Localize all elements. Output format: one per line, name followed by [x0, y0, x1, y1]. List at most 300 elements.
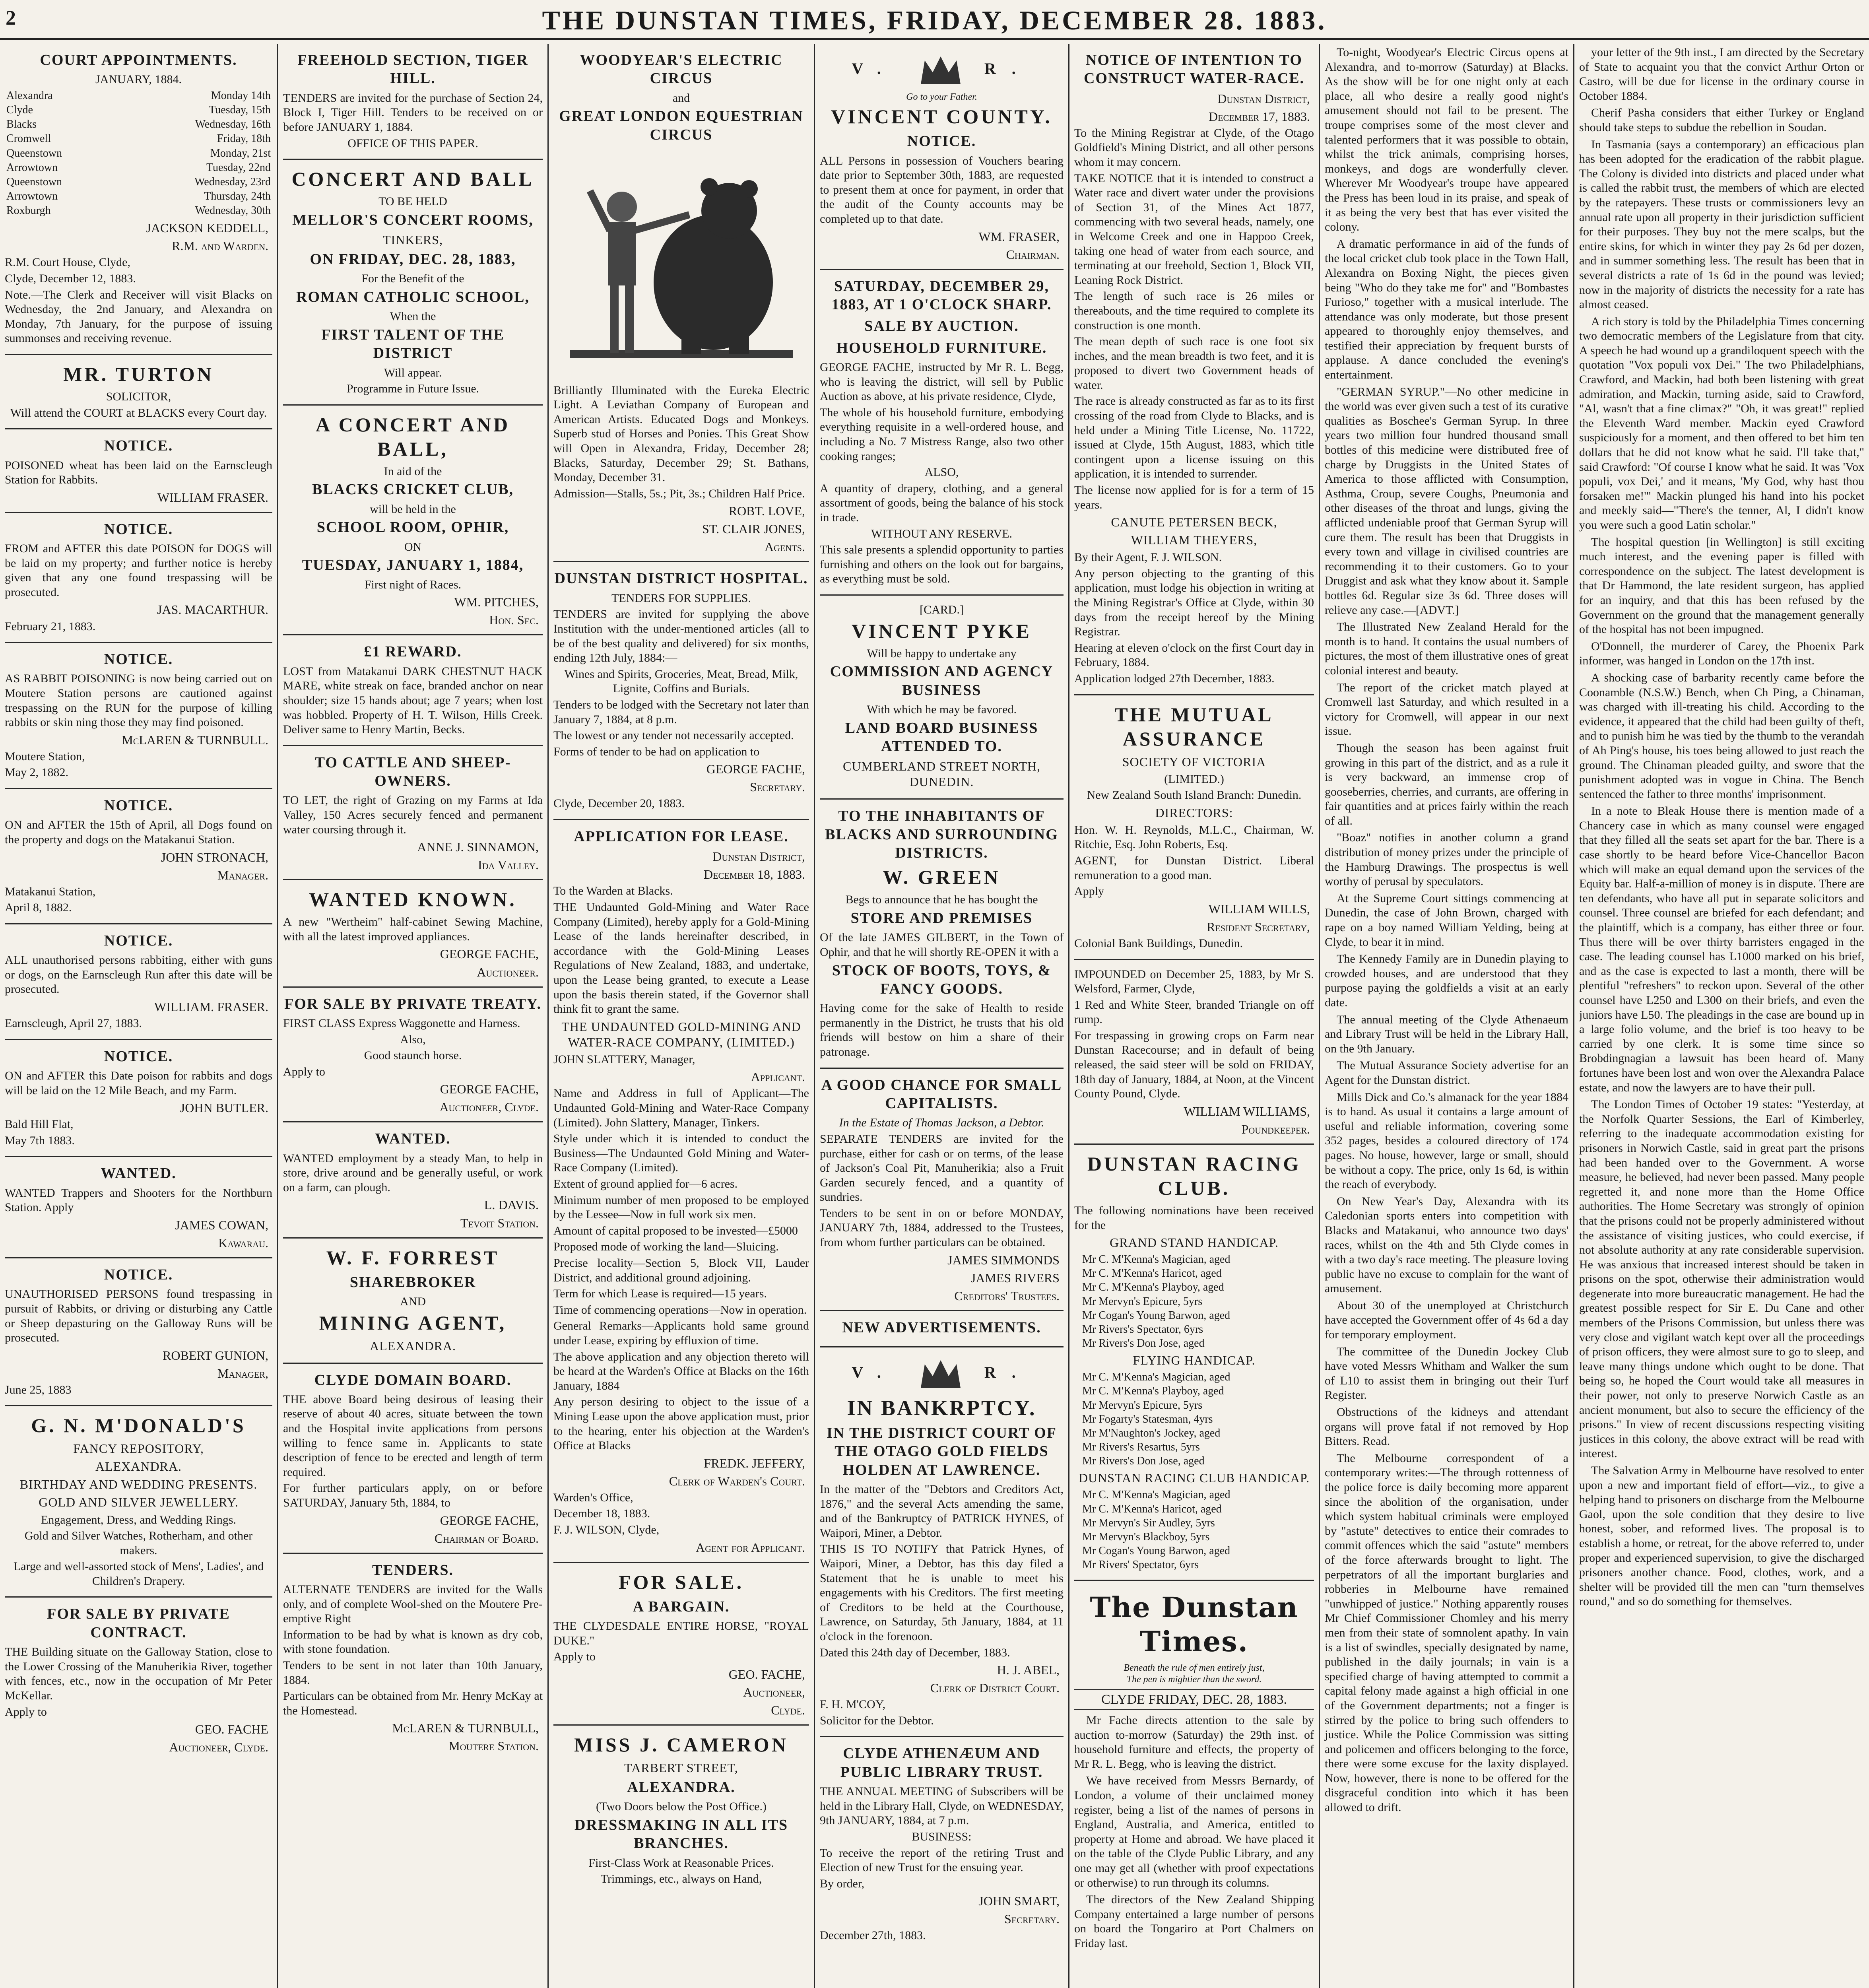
mcdonald-sub: FANCY REPOSITORY, — [73, 1441, 204, 1456]
notice-poison-dogs — [5, 513, 272, 643]
lease-detail: General Remarks—Applicants hold same ground under Lease, expiring by effluxion of time. — [553, 1319, 809, 1347]
capitalists-signature: JAMES SIMMONDS — [947, 1252, 1060, 1267]
racing-entry: Mr Mervyn's Blackboy, 5yrs — [1082, 1530, 1210, 1543]
wanted-signature: L. DAVIS. — [484, 1198, 539, 1212]
lease-detail: Name and Address in full of Applicant—The Undaunted Gold-Mining and Water-Race Company (Limited). John Slattery, Manager, Tinkers. — [553, 1087, 809, 1129]
racing-entry: Mr C. M'Kenna's Haricot, aged — [1082, 1267, 1222, 1280]
wanted-heading: WANTED. — [375, 1130, 451, 1147]
green-name: W. GREEN — [883, 866, 1001, 889]
news-paragraph: The report of the cricket match played at Cromwell last Saturday, and which resulted in a victory for Cromwell, will appear in our next issue. — [1325, 681, 1568, 738]
notice-body: AS RABBIT POISONING is now being carried out on Moutere Station persons are cautioned against trespassing on the RUN for the purpose of killing rabbits or skin ning those they may find poisoned. — [5, 672, 272, 729]
news-paragraph: A shocking case of barbarity recently came before the Coonamble (N.S.W.) Bench, when Ch Ping, a Chinaman, was charged with ill-treating his child. According to the evidence, it appeared that the child had been guilty of theft, and to punish him he was tied by the thumb to the verandah of Ah Ping's house, his toes being allowed to just reach the ground. The Chinaman pleaded guilty, and swore that the punishment adopted was in vogue in China. The Bench sentenced the father to three months' imprisonment. — [1579, 671, 1864, 801]
racing-club-ad — [1074, 1145, 1314, 1581]
cattle-ad — [283, 746, 543, 881]
racing-entry: Mr C. M'Kenna's Magician, aged — [1082, 1253, 1230, 1266]
notice-body: FROM and AFTER this date POISON for DOGS will be laid on my property; and further notice is hereby given that any one found trespassing will be prosecuted. — [5, 542, 272, 599]
private-body: THE Building situate on the Galloway Station, close to the Lower Crossing of the Manuherikia River, together with fences, etc., now in the occupation of Mr Peter McKellar. — [5, 1645, 272, 1702]
for-sale-ad — [553, 1563, 809, 1726]
water-body-4: The race is already constructed as far as to its first crossing of the road from Clyde to Blacks, and is held under a Mining Title License, No. 11722, issued at Clyde, 15th August, 1883, which title contingent upon a license issuing on this application, it is intended to surrender. — [1074, 394, 1314, 481]
court-town: Blacks — [6, 118, 37, 131]
treaty-heading: FOR SALE BY PRIVATE TREATY. — [284, 995, 542, 1012]
circus-role: Agents. — [765, 540, 805, 554]
athenaeum-ad — [820, 1737, 1064, 1951]
green-heading: TO THE INHABITANTS OF BLACKS AND SURROUNDING DISTRICTS. — [825, 808, 1058, 861]
column-1 — [0, 44, 278, 1988]
concert-date: ON FRIDAY, DEC. 28, 1883, — [310, 251, 516, 268]
cricket-heading: A CONCERT AND BALL, — [315, 413, 510, 460]
impounded-ad — [1074, 960, 1314, 1145]
court-row — [5, 146, 272, 161]
lease-detail: Extent of ground applied for—6 acres. — [553, 1177, 738, 1191]
notice-body: ON and AFTER this Date poison for rabbits and dogs will be laid on the 12 Mile Beach, and my Farm. — [5, 1069, 272, 1097]
tenders-signature: McLAREN & TURNBULL, — [392, 1721, 539, 1736]
capitalists-body-2: Tenders to be sent in on or before MONDAY, JANUARY 7th, 1884, addressed to the Trustees, from whom further particulars can be obtained. — [820, 1206, 1064, 1249]
concert-when: When the — [390, 310, 436, 323]
cricket-concert-ad — [283, 406, 543, 636]
racing-entry: Mr Rivers's Don Jose, aged — [1082, 1455, 1205, 1468]
water-signature: CANUTE PETERSEN BECK, — [1111, 515, 1277, 530]
racing-grand-list — [1082, 1253, 1314, 1350]
green-body-5: Having come for the sake of Health to reside permanently in the District, he trusts that his old friends will bestow on him a share of their patronage. — [820, 1002, 1064, 1058]
editorial-paragraph: We have received from Messrs Bernardy, of London, a volume of their unclaimed money register, being a list of the names of persons in England, Australia, and America, entitled to property at Home and abroad. We have placed it on the table of the Clyde Public Library, and any one may get all (whether with proof expectations or otherwise) to run through its columns. — [1074, 1774, 1314, 1889]
water-body-5: The license now applied for is for a term of 15 years. — [1074, 483, 1314, 511]
crest-motto: Go to your Father. — [906, 92, 977, 102]
court-day: Thursday, 24th — [204, 190, 271, 203]
court-day: Wednesday, 23rd — [194, 175, 271, 188]
athenaeum-signature: JOHN SMART, — [978, 1894, 1060, 1908]
notice-galloway — [5, 1258, 272, 1406]
notice-date: Earnscleugh, April 27, 1883. — [5, 1017, 142, 1030]
notice-poison-wheat — [5, 429, 272, 513]
cricket-date: TUESDAY, JANUARY 1, 1884, — [302, 557, 524, 574]
circus-and: and — [672, 91, 690, 105]
notice-earnscleugh — [5, 924, 272, 1040]
turton-title: SOLICITOR, — [106, 390, 171, 403]
pyke-business: COMMISSION AND AGENCY BUSINESS — [830, 663, 1054, 699]
water-place: Dunstan District, — [1217, 91, 1310, 106]
auction-body-2: The whole of his household furniture, embodying everything requisite in a well-ordered house, and including a No. 7 Mistress Range, also two other cooking ranges; — [820, 406, 1064, 463]
court-row — [5, 161, 272, 175]
court-title: COURT APPOINTMENTS. — [40, 52, 237, 68]
vincent-heading: VINCENT COUNTY. — [831, 105, 1052, 128]
notice-date: May 7th 1883. — [5, 1134, 75, 1147]
cameron-heading: MISS J. CAMERON — [574, 1733, 788, 1756]
news-paragraph: O'Donnell, the murderer of Carey, the Phoenix Park informer, was hanged in London on the 17th inst. — [1579, 639, 1864, 668]
court-town: Arrowtown — [6, 190, 58, 203]
column-6 — [1320, 44, 1574, 1988]
water-body-2: The length of such race is 26 miles or thereabouts, and the time required to complete its construction is one month. — [1074, 289, 1314, 332]
paper-name: The Dunstan Times. — [1090, 1591, 1298, 1658]
news-paragraph: "Boaz" notifies in another column a grand distribution of money prizes under the principle of the Hamburg Drawings. The prospectus is well worthy of perusal by speculators. — [1325, 831, 1568, 888]
for-sale-sub: A BARGAIN. — [633, 1598, 730, 1615]
concert-ad — [283, 160, 543, 406]
impounded-body: IMPOUNDED on December 25, 1883, by Mr S. Welsford, Farmer, Clyde, — [1074, 967, 1314, 996]
cricket-role: Hon. Sec. — [489, 613, 539, 627]
freehold-body: TENDERS are invited for the purchase of Section 24, Block I, Tiger Hill. Tenders to be received on or before JANUARY 1, 1884. — [283, 91, 543, 134]
forrest-sub: SHAREBROKER — [349, 1274, 476, 1291]
capitalists-heading: A GOOD CHANCE FOR SMALL CAPITALISTS. — [821, 1076, 1062, 1112]
crest-left-letter: V. — [852, 60, 897, 78]
notice-place: Matakanui Station, — [5, 885, 96, 898]
cameron-trimmings: Trimmings, etc., always on Hand, — [600, 1872, 762, 1886]
racing-club-list — [1082, 1488, 1314, 1572]
impounded-signature: WILLIAM WILLIAMS, — [1184, 1104, 1310, 1118]
bankruptcy-heading: IN BANKRPTCY. — [847, 1396, 1036, 1420]
column-5 — [1069, 44, 1320, 1988]
forrest-heading: W. F. FORREST — [326, 1246, 500, 1269]
newspaper-title: THE DUNSTAN TIMES, FRIDAY, DECEMBER 28. 1883. — [542, 5, 1327, 35]
court-town: Arrowtown — [6, 161, 58, 174]
water-date: December 17, 1883. — [1208, 109, 1310, 124]
lease-applicant: Applicant. — [751, 1070, 805, 1084]
news-paragraph: The annual meeting of the Clyde Athenaeum and Library Trust will be held in the Library Hall, on the 9th January. — [1325, 1013, 1568, 1055]
private-signature: GEO. FACHE — [195, 1722, 268, 1737]
forrest-and: AND — [400, 1295, 426, 1308]
lease-agent-role: Agent for Applicant. — [695, 1540, 805, 1555]
racing-intro: The following nominations have been received for the — [1074, 1204, 1314, 1232]
notice-heading: NOTICE. — [104, 932, 173, 949]
domain-heading: CLYDE DOMAIN BOARD. — [314, 1371, 512, 1388]
lease-detail: The above application and any objection thereto will be heard at the Warden's Office at Blacks on the 16th January, 1884 — [553, 1350, 809, 1392]
auction-date: SATURDAY, DECEMBER 29, 1883, AT 1 O'CLOCK SHARP. — [831, 278, 1052, 313]
athenaeum-body-2: To receive the report of the retiring Trust and Election of new Trust for the ensuing year. — [820, 1846, 1064, 1874]
hospital-role: Secretary. — [750, 780, 805, 794]
racing-entry: Mr Rivers's Resartus, 5yrs — [1082, 1441, 1200, 1454]
bankruptcy-body: THIS IS TO NOTIFY that Patrick Hynes, of Waipori, Miner, a Debtor, has this day filed a Statement that he is unable to meet his engagements with his Creditors. The first meeting of Creditors to be held at the Courthouse, Lawrence, on Saturday, 5th January, 1884, at 11 o'clock in the forenoon. — [820, 1542, 1064, 1643]
hospital-items: Wines and Spirits, Groceries, Meat, Bread, Milk, Lignite, Coffins and Burials. — [564, 667, 798, 695]
concert-venue: MELLOR'S CONCERT ROOMS, — [292, 211, 534, 228]
lease-heading: APPLICATION FOR LEASE. — [574, 828, 789, 845]
court-row — [5, 175, 272, 189]
notice-heading: NOTICE. — [104, 1048, 173, 1065]
mutual-signature: WILLIAM WILLS, — [1208, 901, 1310, 916]
treaty-also: Also, — [400, 1033, 426, 1046]
lease-detail: Proposed mode of working the land—Sluicing. — [553, 1240, 779, 1254]
notice-signature: JOHN STRONACH, — [161, 850, 268, 864]
cricket-on: ON — [404, 540, 422, 553]
column-2 — [278, 44, 549, 1988]
concert-appear: Will appear. — [384, 366, 442, 379]
concert-sub: TO BE HELD — [378, 195, 447, 208]
racing-club-label: DUNSTAN RACING CLUB HANDICAP. — [1078, 1471, 1310, 1485]
racing-entry: Mr Rivers's Spectator, 6yrs — [1082, 1323, 1203, 1336]
domain-role: Chairman of Board. — [434, 1531, 539, 1545]
news-items — [1579, 45, 1864, 1609]
court-row — [5, 189, 272, 204]
green-store: STORE AND PREMISES — [850, 909, 1033, 926]
news-paragraph: The committee of the Dunedin Jockey Club have voted Messrs Whitham and Walker the sum of L10 to assist them in bringing out their Turf Register. — [1325, 1345, 1568, 1402]
cameron-street: TARBERT STREET, — [624, 1760, 738, 1775]
notice-place: Moutere Station, — [5, 749, 85, 763]
paper-motto-2: The pen is mightier than the sword. — [1126, 1674, 1262, 1685]
racing-entry: Mr Cogan's Young Barwon, aged — [1082, 1545, 1230, 1557]
auction-ad — [820, 270, 1064, 596]
crest-right-letter: R. — [984, 60, 1032, 78]
notice-body: UNAUTHORISED PERSONS found trespassing in pursuit of Rabbits, or driving or disturbing any Cattle or Sheep depasturing on the Galloway Runs will be prosecuted. — [5, 1287, 272, 1345]
for-sale-body: THE CLYDESDALE ENTIRE HORSE, "ROYAL DUKE." — [553, 1619, 809, 1647]
wanted-known-body: A new "Wertheim" half-cabinet Sewing Machine, with all the latest improved appliances. — [283, 915, 543, 943]
court-day: Tuesday, 22nd — [206, 161, 271, 174]
hospital-body-4: Forms of tender to be had on application to — [553, 745, 760, 758]
auction-heading: SALE BY AUCTION. — [864, 318, 1019, 335]
royal-crest-icon — [820, 52, 1064, 88]
hospital-body-3: The lowest or any tender not necessarily accepted. — [553, 729, 794, 742]
news-paragraph: About 30 of the unemployed at Christchurch have accepted the Government offer of 4s 6d a day for temporary employment. — [1325, 1299, 1568, 1342]
athenaeum-role: Secretary. — [1004, 1912, 1060, 1926]
pyke-body: Will be happy to undertake any — [867, 646, 1017, 660]
concert-school: ROMAN CATHOLIC SCHOOL, — [296, 289, 530, 306]
circus-signature: ROBT. LOVE, — [728, 504, 805, 518]
news-paragraph: Mills Dick and Co.'s almanack for the year 1884 is to hand. As usual it contains a large amount of useful and reliable information, covering some 352 pages, besides a coloured directory of 174 pages. No house, however, large or small, should be without a copy. The price, only 1s 6d, is within the reach of everybody. — [1325, 1090, 1568, 1191]
cattle-role: Ida Valley. — [477, 858, 539, 872]
lease-office-date: December 18, 1883. — [553, 1507, 650, 1520]
hospital-signature: GEORGE FACHE, — [706, 762, 805, 777]
bankruptcy-solicitor: F. H. M'COY, — [820, 1698, 885, 1711]
circus-heading-2: GREAT LONDON EQUESTRIAN CIRCUS — [559, 108, 803, 143]
racing-entry: Mr C. M'Kenna's Playboy, aged — [1082, 1385, 1224, 1398]
reward-heading: £1 REWARD. — [364, 643, 462, 660]
news-paragraph: On New Year's Day, Alexandra with its Caledonian sports enters into competition with Blacks and Matakanui, who announce two days' races, whilst on the 4th and 5th Clyde comes in with a two day's race meeting. The pleasure loving public have no excuse to complain for the want of amusement. — [1325, 1194, 1568, 1295]
treaty-body: FIRST CLASS Express Waggonette and Harness. — [283, 1016, 520, 1030]
for-sale-apply: Apply to — [553, 1650, 596, 1664]
court-place: R.M. Court House, Clyde, — [5, 256, 130, 269]
racing-entry: Mr Cogan's Young Barwon, aged — [1082, 1309, 1230, 1322]
capitalists-signature-2: JAMES RIVERS — [970, 1270, 1060, 1285]
reward-body: LOST from Matakanui DARK CHESTNUT HACK MARE, white streak on face, branded anchor on near shoulder; size 15 hands about; age 7 years; when lost was hobbled. Property of H. T. Wilson, Hills Creek. Deliver same to Henry Martin, Becks. — [283, 664, 543, 736]
tenders-body-3: Tenders to be sent in not later than 10th January, 1884. — [283, 1659, 543, 1687]
editorial-paragraph: The directors of the New Zealand Shipping Company entertained a large number of persons on board the Tongariro at Port Chalmers on Friday last. — [1074, 1893, 1314, 1950]
auction-body-3: A quantity of drapery, clothing, and a general assortment of goods, being the balance of his stock in trade. — [820, 481, 1064, 524]
court-day: Friday, 18th — [217, 132, 271, 145]
news-paragraph: The Illustrated New Zealand Herald for the month is to hand. It contains the usual numbers of pictures, the most of them illustrative ones of great colonial interest and beauty. — [1325, 620, 1568, 677]
mcdonald-line: BIRTHDAY AND WEDDING PRESENTS. — [19, 1477, 258, 1492]
wanted-role: Kawarau. — [218, 1235, 268, 1250]
treaty-signature: GEORGE FACHE, — [440, 1082, 539, 1097]
for-sale-place: Clyde. — [771, 1703, 805, 1717]
news-paragraph: In a note to Bleak House there is mention made of a Chancery case in which as many counsel were engaged that they filled all the seats set apart for the bar. There is a case shortly to be heard before Vice-Chancellor Bacon which will make an equal demand upon the services of the Equity bar. Half-a-million of money is in dispute. There are ten defendants, who have all put in separate solicitors and counsel. Three counsel are briefed for each defendant; and the plaintiff, which is a company, has either three or four. Thus there will be over thirty barristers engaged in the case. The leading counsel has L1000 marked on his brief, and as the case is expected to last a month, there will be plentiful "refreshers" to reckon upon. Several of the other counsel have L250 and L300 on their briefs, and even the juniors have L50. The pleadings in the case are bound up in a large folio volume, and the brief is too heavy to be carried by one clerk. It is some time since so Brobdingnagian a lawsuit has been heard of. Many fortunes have been lost and won over the Alexandra Palace estate, and now the lawyers are to have their pull. — [1579, 804, 1864, 1094]
turton-body: Will attend the COURT at BLACKS every Court day. — [10, 406, 267, 419]
notice-heading: NOTICE. — [104, 520, 173, 538]
new-ads-label: NEW ADVERTISEMENTS. — [842, 1319, 1041, 1336]
court-signature-role: R.M. and Warden. — [172, 239, 268, 253]
athenaeum-business: BUSINESS: — [912, 1830, 972, 1843]
bankruptcy-matter: In the matter of the "Debtors and Creditors Act, 1876," and the several Acts amending the same, and of the Bankruptcy of PATRICK HYNES, of Waipori, Miner, a Debtor. — [820, 1483, 1064, 1540]
court-row — [5, 103, 272, 117]
news-paragraph: your letter of the 9th inst., I am directed by the Secretary of State to acquaint you that the convict Arthur Orton or Castro, will be due for license in the ordinary course in October 1884. — [1579, 46, 1864, 103]
lease-body: THE Undaunted Gold-Mining and Water Race Company (Limited), hereby apply for a Gold-Mining Lease of the lands hereinafter described, in accordance with the Gold-Mining Leases Regulations of New Zealand, 1883, and undertake, upon the Lease being granted, to execute a Lease upon the basis therein stated, if the Governor shall think fit to grant the same. — [553, 901, 809, 1016]
auction-reserve: WITHOUT ANY RESERVE. — [871, 527, 1013, 540]
mcdonald-line: Engagement, Dress, and Wedding Rings. — [41, 1513, 237, 1526]
athenaeum-by: By order, — [820, 1877, 865, 1890]
concert-programme: Programme in Future Issue. — [346, 382, 479, 396]
court-row — [5, 117, 272, 132]
news-paragraph: The Salvation Army in Melbourne have resolved to enter upon a new and important field of effort—viz., to give a helping hand to prisoners on discharge from the Melbourne Gaol, upon the sole condition that they desire to live honest, sober, and reformed lives. The proposal is to establish a home, or retreat, for the above referred to, under proper and experienced supervision, to give the discharged prisoners another chance. Food, clothes, work, and a shelter will be provided till the men can "turn themselves round," and so do something for themselves. — [1579, 1464, 1864, 1608]
tenders-body: ALTERNATE TENDERS are invited for the Walls only, and of complete Wool-shed on the Moutere Pre-emptive Right — [283, 1583, 543, 1625]
court-town: Clyde — [6, 104, 33, 116]
court-month: JANUARY, 1884. — [95, 73, 182, 86]
notice-body: ALL unauthorised persons rabbiting, either with guns or dogs, on the Earnscleugh Run after this date will be prosecuted. — [5, 953, 272, 996]
court-signature: JACKSON KEDDELL, — [146, 221, 268, 235]
circus-admission: Admission—Stalls, 5s.; Pit, 3s.; Children Half Price. — [553, 487, 805, 500]
news-paragraph: To-night, Woodyear's Electric Circus opens at Alexandra, and to-morrow (Saturday) at Blacks. As the show will be for one night only at each place, all who desire a really good night's amusement should not fail to be present. The troupe comprises some of the most clever and talented performers that it was possible to obtain, whilst the trick animals, comprising horses, monkeys, and dogs are wonderfully clever. Wherever Mr Woodyear's troupe have appeared the Press has been loud in its praise, and speak of it as being the very best that has ever visited the colony. — [1325, 46, 1568, 234]
news-paragraph: The Kennedy Family are in Dunedin playing to crowded houses, and are understood that they purpose paying the goldfields a visit at an early date. — [1325, 952, 1568, 1009]
cameron-dressmaking: DRESSMAKING IN ALL ITS BRANCHES. — [574, 1816, 788, 1852]
water-to: To the Mining Registrar at Clyde, of the Otago Goldfield's Mining District, and all other persons whom it may concern. — [1074, 126, 1314, 169]
auction-sub: HOUSEHOLD FURNITURE. — [836, 339, 1047, 356]
paper-motto: Beneath the rule of men entirely just, — [1124, 1663, 1265, 1673]
lease-detail: Amount of capital proposed to be invested—£5000 — [553, 1224, 798, 1237]
crest-left-letter: V. — [852, 1363, 897, 1382]
concert-for: For the Benefit of the — [361, 272, 464, 285]
circus-ad — [553, 44, 809, 562]
court-day: Tuesday, 15th — [209, 104, 271, 116]
auction-body: GEORGE FACHE, instructed by Mr R. L. Begg, who is leaving the district, will sell by Public Auction as above, at his private residence, Clyde, — [820, 361, 1064, 403]
mutual-apply: Apply — [1074, 885, 1104, 898]
racing-entry: Mr Mervyn's Epicure, 5yrs — [1082, 1399, 1203, 1411]
racing-entry: Mr Mervyn's Epicure, 5yrs — [1082, 1295, 1203, 1308]
wanted-employment-ad — [283, 1122, 543, 1238]
wanted-signature: JAMES COWAN, — [175, 1217, 268, 1232]
racing-entry: Mr M'Naughton's Jockey, aged — [1082, 1427, 1221, 1439]
lease-company: THE UNDAUNTED GOLD-MINING AND WATER-RACE COMPANY, (LIMITED.) — [561, 1019, 801, 1049]
private-role: Auctioneer, Clyde. — [169, 1740, 268, 1755]
hospital-date: Clyde, December 20, 1883. — [553, 797, 685, 810]
water-body-7: Hearing at eleven o'clock on the first Court day in February, 1884. — [1074, 641, 1314, 669]
concert-place: TINKERS, — [382, 233, 443, 247]
turton-ad — [5, 355, 272, 429]
column-4 — [815, 44, 1069, 1988]
mutual-agent: AGENT, for Dunstan District. Liberal remuneration to a good man. — [1074, 854, 1314, 882]
green-body: Begs to announce that he has bought the — [845, 893, 1038, 907]
tenders-role: Moutere Station. — [448, 1739, 539, 1753]
pyke-address: CUMBERLAND STREET NORTH, DUNEDIN. — [842, 759, 1041, 789]
water-body-3: The mean depth of such race is one foot six inches, and the mean breadth is two feet, and it is proposed to divert two Government heads of water. — [1074, 335, 1314, 392]
circus-signature-2: ST. CLAIR JONES, — [702, 522, 805, 536]
green-body-3: Of the late JAMES GILBERT, in the Town of Ophir, and that he will shortly RE-OPEN it with a — [820, 931, 1064, 959]
court-day: Wednesday, 30th — [195, 204, 271, 217]
news-paragraph: A rich story is told by the Philadelphia Times concerning two democratic members of the Legislature from that city. A speech he had wound up a grandiloquent speech with the quotation "Vox populi vox Dei." The two Philadelphians, Crawford, and Mackin, had both been listening with great admiration, and Mackin, turning aside, said to Crawford, "Al, wasn't that a fine climax?" "Oh, it was great!" replied the Eleventh Ward member. Mackin eyed Crawford suspiciously for a moment, and then offered to bet him ten dollars that he did not know what he said. I'll take that," said Crawford: "Of course I know what he said. It was 'Vox populi, vox Dei,' and it means, 'My God, why hast thou forsaken me!'" Mackin plunged his hand into his pocket and meekly said—"There's the tenner, Al, I didn't know you were such a good Latin scholar." — [1579, 315, 1864, 532]
wanted-role: Tevoit Station. — [460, 1215, 539, 1230]
mcdonald-ad — [5, 1406, 272, 1598]
circus-heading: WOODYEAR'S ELECTRIC CIRCUS — [580, 52, 783, 87]
hospital-sub: TENDERS FOR SUPPLIES. — [611, 591, 751, 605]
crest-right-letter: R. — [984, 1363, 1032, 1382]
news-paragraph: In Tasmania (says a contemporary) an efficacious plan has been adopted for the eradication of the rabbit plague. The Colony is divided into districts and placed under what is called the rabbit trust, the members of which are elected by the ratepayers. These trusts or commissioners levy an annual rate upon all property in their jurisdiction sufficient for their purposes. They buy not the mere scalps, but the entire skins, for which in winter they pay 2s 6d per dozen, and in summer something less. The result has been that in several districts a rate of 1s 6d in the pound was levied; now in the majority of districts the necessity for a rate has almost ceased. — [1579, 138, 1864, 311]
notice-date: April 8, 1882. — [5, 901, 72, 914]
vincent-notice: NOTICE. — [907, 133, 976, 150]
masthead — [0, 0, 1869, 40]
racing-flying-label: FLYING HANDICAP. — [1133, 1353, 1256, 1368]
domain-body-2: For further particulars apply, on or before SATURDAY, January 5th, 1884, to — [283, 1481, 543, 1510]
domain-board-ad — [283, 1364, 543, 1554]
mutual-limited: (LIMITED.) — [1164, 772, 1224, 786]
pyke-land-board: LAND BOARD BUSINESS ATTENDED TO. — [845, 719, 1038, 755]
news-paragraph: The hospital question [in Wellington] is still exciting much interest, and the evening paper is filled with correspondence on the subject. The latest development is that Dr Hammond, the late resident surgeon, has applied for an inquiry, and that this has been refused by the Government on the ground that the management generally of the hospital has not been impugned. — [1579, 535, 1864, 636]
court-day: Monday 14th — [211, 89, 271, 102]
water-race-ad — [1074, 44, 1314, 695]
court-day: Monday, 21st — [210, 147, 271, 159]
bankruptcy-court: IN THE DISTRICT COURT OF THE OTAGO GOLD FIELDS HOLDEN AT LAWRENCE. — [827, 1424, 1057, 1478]
notice-butler — [5, 1040, 272, 1157]
mutual-directors-label: DIRECTORS: — [1155, 805, 1233, 820]
court-town: Cromwell — [6, 132, 51, 145]
racing-entry: Mr C. M'Kenna's Magician, aged — [1082, 1489, 1230, 1501]
racing-entry: Mr C. M'Kenna's Haricot, aged — [1082, 1503, 1222, 1515]
racing-entry: Mr Rivers' Spectator, 6yrs — [1082, 1559, 1199, 1571]
mutual-role: Resident Secretary, — [1207, 919, 1310, 934]
wanted-known-signature: GEORGE FACHE, — [440, 947, 539, 961]
capitalists-body: SEPARATE TENDERS are invited for the purchase, either for cash or on terms, of the lease of Jackson's Coal Pit, Manuherikia; also a Fruit Garden securely fenced, and a quantity of sundries. — [820, 1132, 1064, 1204]
news-paragraph: "GERMAN SYRUP."—No other medicine in the world was ever given such a test of its curative qualities as Boschee's German Syrup. In three years two million four hundred thousand small bottles of this medicine were distributed free of charge by Druggists in the United States of America to those afflicted with Consumption, Asthma, Croup, severe Coughs, Pneumonia and other diseases of the throat and lungs, giving the afflicted undeniable proof that German Syrup will cure them. The result has been that Druggists in every town and village in civilised countries are recommending it to their customers. Go to your Druggist and ask what they know about it. Sample bottles 6d. Regular size 3s 6d. Three doses will relieve any case.—[ADVT.] — [1325, 385, 1568, 617]
racing-heading: DUNSTAN RACING CLUB. — [1087, 1152, 1301, 1199]
mutual-address: Colonial Bank Buildings, Dunedin. — [1074, 936, 1243, 950]
lease-detail: Minimum number of men proposed to be employed by the Lessee—Now in full work six men. — [553, 1193, 809, 1221]
news-paragraph: The Melbourne correspondent of a contemporary writes:—The through rottenness of the police force is daily becoming more apparent since the abolition of the organisation, under which system habitual criminals were employed by "astute" detectives to entice their comrades to commit offences which the said "astute" members of the force afterwards brought to light. The perpetrators of all the important burglaries and robberies in Melbourne have remained "unwhipped of justice." Nothing apparently rouses Mr Chief Commissioner Chomley and his merry men from their state of somnolent apathy. In vain is a list of swindles, specially designated by name, published in the daily journals; in vain is a specified charge of having attempted to commit a capital felony made against a high official in one of the Government departments; not a finger is stirred by the police to bring such offenders to justice. While the Police Commission was sitting and policemen and officers belonging to the force, there were some excuse for the laxity displayed. Now, however, there is none to be offered for the disgraceful condition into which it has been allowed to drift. — [1325, 1451, 1568, 1814]
water-agent: By their Agent, F. J. WILSON. — [1074, 551, 1222, 564]
racing-entry: Mr Mervyn's Sir Audley, 5yrs — [1082, 1516, 1215, 1529]
tenders-ad — [283, 1554, 543, 1761]
mutual-sub: SOCIETY OF VICTORIA — [1122, 754, 1266, 769]
notice-heading: NOTICE. — [104, 437, 173, 454]
news-paragraph: Obstructions of the kidneys and attendant organs will prove fatal if not removed by Hop Bitters. Read. — [1325, 1406, 1568, 1448]
news-paragraph: Cherif Pasha considers that either Turkey or England should take steps to subdue the rebellion in Soudan. — [1579, 106, 1864, 134]
notice-signature: WILLIAM FRASER. — [157, 490, 268, 505]
racing-flying-list — [1082, 1371, 1314, 1468]
notice-place: Bald Hill Flat, — [5, 1118, 74, 1131]
notice-date: February 21, 1883. — [5, 619, 96, 633]
court-row — [5, 89, 272, 103]
for-sale-signature: GEO. FACHE, — [728, 1667, 805, 1681]
vincent-body: ALL Persons in possession of Vouchers bearing date prior to September 30th, 1883, are requested to present them at once for payment, in order that the audit of the County accounts may be completed up to that date. — [820, 154, 1064, 225]
tenders-body-4: Particulars can be obtained from Mr. Henry McKay at the Homestead. — [283, 1689, 543, 1717]
notice-role: Manager. — [217, 868, 268, 882]
impounded-item: 1 Red and White Steer, branded Triangle on off rump. — [1074, 998, 1314, 1026]
news-paragraph: The London Times of October 19 states: "Yesterday, at the Norfolk Quarter Sessions, the Earl of Kimberley, referring to the inadequate accommodation existing for prisoners in Norwich Castle, said in great part the prisons had been handed over to the Government. A worse measure, he believed, had never been passed. Many people regretted it, and none more than the Home Office authorities. The Home Secretary was strongly of opinion that the prisons could not be properly administered without the assistance of visiting justices, who could exercise, if not absolute authority at any rate considerable supervision. He was anxious that increased interest should be taken in prisons on the spot, otherwise their administration would degenerate into more bureaucratic management. He had the greatest possible respect for Sir E. Du Cane and other members of the Prisons Commission, but unless there was very close and vigilant watch kept over all the proceedings of prison officers, they were almost sure to go to sleep, and leave many things undone which ought to be done. That being so, he hoped the Court would take all measures in their power, not only to preserve Norwich Castle as an ancient monument, but also to secure the efficiency of the prisons." In view of recent discussions respecting visiting justices in this colony, the above extract will be read with interest. — [1579, 1098, 1864, 1460]
lease-detail: Precise locality—Section 5, Block VII, Lauder District, and additional ground adjoining. — [553, 1256, 809, 1284]
vincent-county-ad — [820, 44, 1064, 270]
mutual-heading: THE MUTUAL ASSURANCE — [1114, 703, 1274, 750]
vincent-signature: WM. FRASER, — [978, 229, 1060, 244]
private-heading: FOR SALE BY PRIVATE CONTRACT. — [47, 1606, 230, 1641]
racing-entry: Mr Rivers's Don Jose, aged — [1082, 1337, 1205, 1350]
circus-bear-icon — [562, 151, 801, 374]
cricket-aid: In aid of the — [384, 464, 442, 478]
water-body: TAKE NOTICE that it is intended to construct a Water race and divert water under the provisions of Section 31, of the Mines Act 1877, commencing with two several heads, namely, one in Welcome Creek and one in Happoo Creek, taking one head of water from each source, and terminating at our freehold, Section 1, Block VII, Leaning Rock District. — [1074, 171, 1314, 287]
court-date: Clyde, December 12, 1883. — [5, 272, 136, 285]
lease-place: Dunstan District, — [712, 849, 805, 864]
lease-office: Warden's Office, — [553, 1491, 633, 1504]
lease-detail: Term for which Lease is required—15 years. — [553, 1287, 767, 1301]
court-town: Queenstown — [6, 175, 62, 188]
concert-heading: CONCERT AND BALL — [291, 168, 534, 190]
notice-role: Manager, — [217, 1366, 268, 1380]
lease-detail: Style under which it is intended to conduct the Business—The Undaunted Gold Mining and Water-Race Company (Limited). — [553, 1132, 809, 1175]
news-paragraph: A dramatic performance in aid of the funds of the local cricket club took place in the Town Hall, Alexandra on Boxing Night, the pieces given being "Who do they take me for" and "Bombastes Furioso," together with a musical interlude. The attendance was only moderate, but those present appeared to thoroughly enjoy themselves, and testified their appreciation by frequent bursts of applause. A dance concluded the evening's entertainment. — [1325, 237, 1568, 382]
court-note: Note.—The Clerk and Receiver will visit Blacks on Wednesday, the 2nd January, and Alexandra on Monday, 7th January, for the purpose of issuing summonses and receiving revenue. — [5, 288, 272, 345]
green-stock: STOCK OF BOOTS, TOYS, & FANCY GOODS. — [832, 962, 1052, 997]
wanted-known-role: Auctioneer. — [477, 965, 539, 979]
freehold-heading: FREEHOLD SECTION, TIGER HILL. — [297, 52, 528, 87]
cameron-ad — [553, 1726, 809, 1895]
racing-entry: Mr C. M'Kenna's Magician, aged — [1082, 1371, 1230, 1384]
editorial-dateline: CLYDE FRIDAY, DEC. 28, 1883. — [1074, 1689, 1314, 1710]
treaty-role: Auctioneer, Clyde. — [439, 1100, 539, 1114]
mutual-branch: New Zealand South Island Branch: Dunedin. — [1087, 788, 1302, 802]
tenders-heading: TENDERS. — [372, 1561, 454, 1578]
notice-heading: NOTICE. — [104, 797, 173, 814]
cattle-heading: TO CATTLE AND SHEEP-OWNERS. — [314, 754, 511, 790]
private-apply: Apply to — [5, 1705, 47, 1718]
